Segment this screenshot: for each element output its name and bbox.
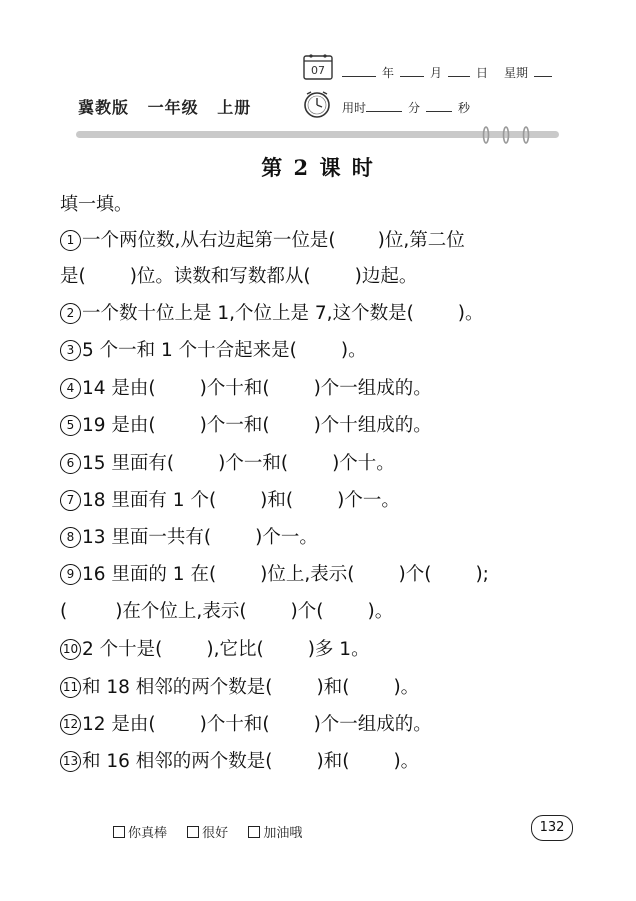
question-number: 2 <box>60 303 81 324</box>
question-2: 2 一个数十位上是 1,个位上是 7,这个数是( )。 <box>60 303 484 325</box>
second-label: 秒 <box>458 101 471 115</box>
question-number: 3 <box>60 340 81 361</box>
lesson-title: 第 2 课 时 <box>261 155 375 180</box>
time-used-label: 用时 <box>342 101 367 115</box>
minute-label: 分 <box>408 101 421 115</box>
question-number: 13 <box>60 751 81 772</box>
day-label: 日 <box>476 66 489 80</box>
question-1: 1 一个两位数,从右边起第一位是( )位,第二位 <box>60 230 465 252</box>
question-9: 9 16 里面的 1 在( )位上,表示( )个( ); <box>60 564 489 586</box>
rating-option-keep-going[interactable]: 加油哦 <box>248 822 302 841</box>
seconds-blank[interactable] <box>426 99 452 112</box>
question-number: 10 <box>60 639 81 660</box>
rating-option-great[interactable]: 你真棒 <box>113 822 167 841</box>
question-12: 12 12 是由( )个十和( )个一组成的。 <box>60 714 432 736</box>
checkbox[interactable] <box>187 826 199 838</box>
year-label: 年 <box>382 66 395 80</box>
instruction: 填一填。 <box>60 194 132 215</box>
question-3: 3 5 个一和 1 个十合起来是( )。 <box>60 340 367 362</box>
question-number: 6 <box>60 453 81 474</box>
question-7: 7 18 里面有 1 个( )和( )个一。 <box>60 490 400 512</box>
grade: 一年级 <box>147 98 199 117</box>
question-number: 9 <box>60 564 81 585</box>
minutes-blank[interactable] <box>366 99 402 112</box>
month-blank[interactable] <box>400 64 424 77</box>
question-4: 4 14 是由( )个十和( )个一组成的。 <box>60 378 432 400</box>
checkbox[interactable] <box>248 826 260 838</box>
date-fields <box>342 64 552 81</box>
publisher: 冀教版 <box>78 98 130 117</box>
question-9-continued: ( )在个位上,表示( )个( )。 <box>60 601 394 622</box>
question-number: 8 <box>60 527 81 548</box>
page-number: 132 <box>531 815 573 841</box>
question-13: 13 和 16 相邻的两个数是( )和( )。 <box>60 751 419 773</box>
question-6: 6 15 里面有( )个一和( )个十。 <box>60 453 395 475</box>
clock-icon <box>301 89 333 119</box>
volume: 上册 <box>217 98 252 117</box>
month-label: 月 <box>430 66 443 80</box>
question-11: 11 和 18 相邻的两个数是( )和( )。 <box>60 677 419 699</box>
time-fields <box>342 99 476 116</box>
year-blank[interactable] <box>342 64 376 77</box>
question-number: 1 <box>60 230 81 251</box>
edition-label <box>78 95 263 118</box>
question-8: 8 13 里面一共有( )个一。 <box>60 527 318 549</box>
question-5: 5 19 是由( )个一和( )个十组成的。 <box>60 415 432 437</box>
question-1-continued: 是( )位。读数和写数都从( )边起。 <box>60 266 418 287</box>
binder-rings-icon <box>478 124 538 146</box>
calendar-day: 07 <box>311 64 325 77</box>
question-number: 12 <box>60 714 81 735</box>
question-number: 7 <box>60 490 81 511</box>
question-10: 10 2 个十是( ),它比( )多 1。 <box>60 639 370 661</box>
day-blank[interactable] <box>448 64 470 77</box>
rating-option-good[interactable]: 很好 <box>187 822 228 841</box>
weekday-label: 星期 <box>504 66 529 80</box>
weekday-blank[interactable] <box>534 64 552 77</box>
calendar-icon <box>303 52 333 80</box>
question-number: 4 <box>60 378 81 399</box>
question-number: 11 <box>60 677 81 698</box>
checkbox[interactable] <box>113 826 125 838</box>
question-number: 5 <box>60 415 81 436</box>
self-rating <box>113 822 318 842</box>
